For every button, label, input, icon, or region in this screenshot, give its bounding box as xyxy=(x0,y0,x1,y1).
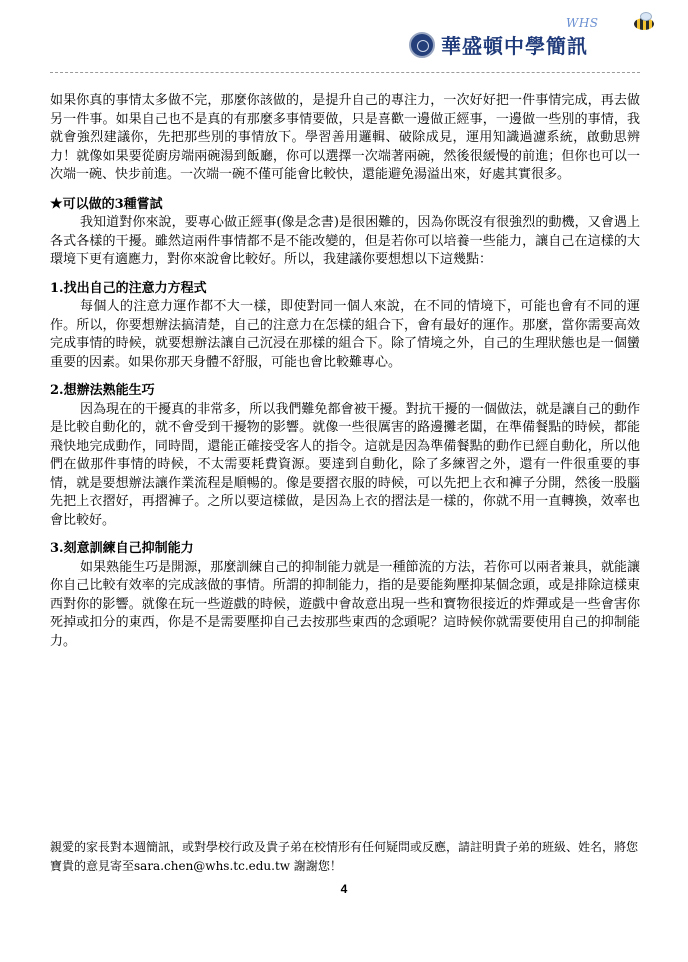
header-divider xyxy=(50,72,640,73)
section-heading xyxy=(50,195,640,215)
item-2-title: 2.想辦法熟能生巧 xyxy=(50,383,155,398)
section-title: 可以做的3種嘗試 xyxy=(62,196,163,212)
school-seal-icon xyxy=(409,32,435,58)
whs-script-logo: WHS xyxy=(566,16,599,30)
section-intro-paragraph: 我知道對你來說，要專心做正經事(像是念書)是很困難的，因為你既沒有很強烈的動機，又會遇上各式各樣的干擾。雖然這兩件事情都不是不能改變的，但是若你可以培養一些能力，讓自己在這樣的大環境下更有適應力，對你來說會比較好。所以，我建議你要想想以下這幾點： xyxy=(50,215,640,267)
parent-notice: 親愛的家長對本週簡訊，或對學校行政及貴子弟在校情形有任何疑問或反應，請註明貴子弟的班級、姓名，將您寶貴的意見寄至sara.chen@whs.tc.edu.tw 謝謝您！ xyxy=(50,840,639,873)
page-number: 4 xyxy=(340,882,348,896)
article-body xyxy=(50,92,640,651)
item-1-title: 1.找出自己的注意力方程式 xyxy=(50,280,207,296)
newsletter-header xyxy=(0,0,688,74)
star-icon: ★ xyxy=(50,195,63,212)
bee-icon xyxy=(634,18,654,30)
item-3-text: 如果熟能生巧是開源，那麼訓練自己的抑制能力就是一種節流的方法，若你可以兩者兼具，就能讓你自己比較有效率的完成該做的事情。所謂的抑制能力，指的是要能夠壓抑某個念頭，或是排除這樣東西對你的影響。就像在玩一些遊戲的時候，遊戲中會故意出現一些和寶物很接近的炸彈或是一些會害你死掉或扣分的東西，你是不是需要壓抑自己去按那些東西的念頭呢？這時候你就需要使用自己的抑制能力。 xyxy=(50,559,640,649)
intro-paragraph: 如果你真的事情太多做不完，那麼你該做的，是提升自己的專注力，一次好好把一件事情完成，再去做另一件事。如果自己也不是真的有那麼多事情要做，只是喜歡一邊做正經事，一邊做一些別的事情，我就會強烈建議你，先把那些別的事情放下。學習善用邏輯、破除成見，運用知識過濾系統，啟動思辨力！就像如果要從廚房端兩碗湯到飯廳，你可以選擇一次端著兩碗，然後很緩慢的前進；但你也可以一次端一碗、快步前進。一次端一碗不僅可能會比較快，還能避免湯溢出來，好處其實很多。 xyxy=(50,93,640,182)
item-2-text: 因為現在的干擾真的非常多，所以我們難免都會被干擾。對抗干擾的一個做法，就是讓自己的動作是比較自動化的，就不會受到干擾物的影響。就像一些很厲害的路邊攤老闆，在準備餐點的時候，都能飛快地完成動作，同時間，還能正確接受客人的指令。這就是因為準備餐點的動作已經自動化，所以他們在做那件事情的時候，不太需要耗費資源。要達到自動化，除了多練習之外，還有一件很重要的事情，就是要想辦法讓作業流程是順暢的。像是要摺衣服的時候，可以先把上衣和褲子分開，然後一股腦先把上衣摺好，再摺褲子。之所以要這樣做，是因為上衣的摺法是一樣的，你就不用一直轉換，效率也會比較好。 xyxy=(50,401,640,528)
item-3-title: 3.刻意訓練自己抑制能力 xyxy=(50,541,194,556)
newsletter-masthead: 華盛頓中學簡訊 xyxy=(441,34,588,58)
item-1-text: 每個人的注意力運作都不大一樣，即使對同一個人來說，在不同的情境下，可能也會有不同的運作。所以，你要想辦法搞清楚，自己的注意力在怎樣的組合下，會有最好的運作。那麼，當你需要高效完成事情的時候，就要想辦法讓自己沉浸在那樣的組合下。除了情境之外，自己的生理狀態也是一個蠻重要的因素。如果你那天身體不舒服，可能也會比較難專心。 xyxy=(50,299,640,370)
